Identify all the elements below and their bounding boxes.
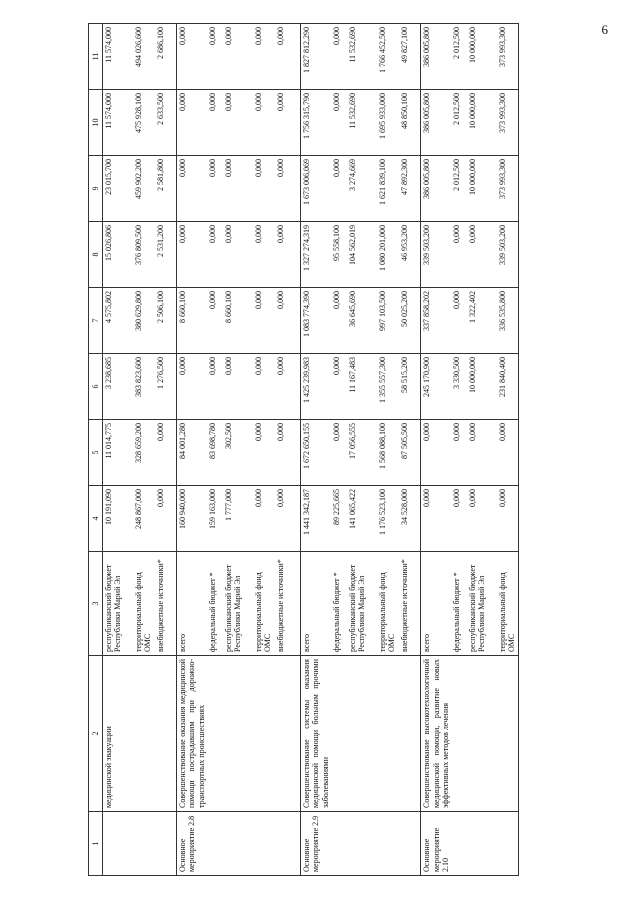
amount-cell: 386 005,800 bbox=[421, 90, 451, 156]
measure-code-cell bbox=[399, 812, 421, 876]
amount-cell: 302,500 bbox=[223, 420, 253, 486]
amount-cell: 0,000 bbox=[275, 156, 301, 222]
measure-name-cell bbox=[207, 656, 223, 812]
amount-cell: 34 528,000 bbox=[399, 486, 421, 552]
amount-cell: 1 083 774,390 bbox=[301, 288, 331, 354]
amount-cell: 0,000 bbox=[253, 156, 275, 222]
amount-cell: 87 505,500 bbox=[399, 420, 421, 486]
amount-cell: 0,000 bbox=[331, 90, 347, 156]
amount-cell: 0,000 bbox=[275, 420, 301, 486]
amount-cell: 1 695 933,000 bbox=[377, 90, 399, 156]
column-header: 2 bbox=[89, 656, 103, 812]
amount-cell: 104 562,019 bbox=[347, 222, 377, 288]
amount-cell: 1 355 557,300 bbox=[377, 354, 399, 420]
measure-name-cell bbox=[155, 656, 177, 812]
amount-cell: 10 000,000 bbox=[467, 90, 497, 156]
measure-code-cell bbox=[207, 812, 223, 876]
table-row bbox=[133, 24, 155, 876]
funding-source-cell: внебюджетные источники* bbox=[275, 552, 301, 656]
amount-cell: 0,000 bbox=[275, 24, 301, 90]
measure-code-cell bbox=[275, 812, 301, 876]
table-row bbox=[177, 24, 207, 876]
amount-cell: 0,000 bbox=[207, 354, 223, 420]
table-row bbox=[207, 24, 223, 876]
amount-cell: 0,000 bbox=[207, 222, 223, 288]
measure-name-cell bbox=[133, 656, 155, 812]
amount-cell: 0,000 bbox=[275, 288, 301, 354]
amount-cell: 10 000,000 bbox=[467, 354, 497, 420]
amount-cell: 1 827 812,290 bbox=[301, 24, 331, 90]
amount-cell: 0,000 bbox=[467, 486, 497, 552]
amount-cell: 1 322,402 bbox=[467, 288, 497, 354]
amount-cell: 1 441 342,187 bbox=[301, 486, 331, 552]
amount-cell: 339 503,200 bbox=[421, 222, 451, 288]
measure-name-cell bbox=[497, 656, 519, 812]
amount-cell: 373 993,300 bbox=[497, 24, 519, 90]
amount-cell: 2 633,500 bbox=[155, 90, 177, 156]
amount-cell: 0,000 bbox=[253, 222, 275, 288]
table-row bbox=[223, 24, 253, 876]
table-row bbox=[347, 24, 377, 876]
measure-name-cell: Совершенствование высокотехнологичной медицинской помощи, развитие новых эффективных методов лечения bbox=[421, 656, 451, 812]
table-row bbox=[399, 24, 421, 876]
amount-cell: 0,000 bbox=[223, 24, 253, 90]
amount-cell: 0,000 bbox=[275, 354, 301, 420]
amount-cell: 475 928,100 bbox=[133, 90, 155, 156]
amount-cell: 48 850,100 bbox=[399, 90, 421, 156]
table-row bbox=[155, 24, 177, 876]
funding-source-cell: республиканский бюджет Республики Марий Эл bbox=[223, 552, 253, 656]
amount-cell: 0,000 bbox=[177, 156, 207, 222]
funding-source-cell: республиканский бюджет Республики Марий Эл bbox=[467, 552, 497, 656]
amount-cell: 0,000 bbox=[177, 90, 207, 156]
measure-code-cell: Основное мероприятие 2.8 bbox=[177, 812, 207, 876]
amount-cell: 0,000 bbox=[253, 486, 275, 552]
funding-source-cell: территориальный фонд ОМС bbox=[133, 552, 155, 656]
amount-cell: 0,000 bbox=[253, 420, 275, 486]
table-row bbox=[451, 24, 467, 876]
amount-cell: 8 660,100 bbox=[223, 288, 253, 354]
amount-cell: 0,000 bbox=[177, 222, 207, 288]
amount-cell: 1 176 523,100 bbox=[377, 486, 399, 552]
amount-cell: 83 698,780 bbox=[207, 420, 223, 486]
measure-code-cell bbox=[103, 812, 133, 876]
funding-source-cell: внебюджетные источники* bbox=[155, 552, 177, 656]
table-row bbox=[377, 24, 399, 876]
amount-cell: 459 902,200 bbox=[133, 156, 155, 222]
page-number: 6 bbox=[601, 22, 608, 37]
amount-cell: 1 756 315,790 bbox=[301, 90, 331, 156]
measure-name-cell bbox=[275, 656, 301, 812]
amount-cell: 386 005,800 bbox=[421, 24, 451, 90]
amount-cell: 58 515,200 bbox=[399, 354, 421, 420]
amount-cell: 336 535,800 bbox=[497, 288, 519, 354]
amount-cell: 89 225,665 bbox=[331, 486, 347, 552]
amount-cell: 10 191,090 bbox=[103, 486, 133, 552]
amount-cell: 141 065,422 bbox=[347, 486, 377, 552]
amount-cell: 46 953,200 bbox=[399, 222, 421, 288]
funding-source-cell: территориальный фонд ОМС bbox=[253, 552, 275, 656]
amount-cell: 0,000 bbox=[253, 90, 275, 156]
table-row bbox=[331, 24, 347, 876]
amount-cell: 0,000 bbox=[223, 354, 253, 420]
amount-cell: 1 568 088,100 bbox=[377, 420, 399, 486]
measure-name-cell bbox=[223, 656, 253, 812]
amount-cell: 15 026,806 bbox=[103, 222, 133, 288]
amount-cell: 11 532,690 bbox=[347, 24, 377, 90]
amount-cell: 23 015,700 bbox=[103, 156, 133, 222]
amount-cell: 3 330,500 bbox=[451, 354, 467, 420]
funding-source-cell: всего bbox=[177, 552, 207, 656]
amount-cell: 0,000 bbox=[207, 90, 223, 156]
budget-table-container bbox=[88, 24, 519, 876]
column-header: 5 bbox=[89, 420, 103, 486]
amount-cell: 10 000,000 bbox=[467, 24, 497, 90]
amount-cell: 50 025,200 bbox=[399, 288, 421, 354]
amount-cell: 0,000 bbox=[155, 420, 177, 486]
amount-cell: 2 531,200 bbox=[155, 222, 177, 288]
amount-cell: 0,000 bbox=[253, 354, 275, 420]
funding-source-cell: республиканский бюджет Республики Марий Эл bbox=[103, 552, 133, 656]
funding-source-cell: всего bbox=[421, 552, 451, 656]
amount-cell: 0,000 bbox=[155, 486, 177, 552]
amount-cell: 0,000 bbox=[253, 288, 275, 354]
measure-code-cell bbox=[223, 812, 253, 876]
funding-source-cell: федеральный бюджет * bbox=[331, 552, 347, 656]
funding-source-cell: всего bbox=[301, 552, 331, 656]
amount-cell: 494 026,600 bbox=[133, 24, 155, 90]
amount-cell: 0,000 bbox=[451, 288, 467, 354]
measure-code-cell bbox=[467, 812, 497, 876]
amount-cell: 84 001,280 bbox=[177, 420, 207, 486]
measure-code-cell: Основное мероприятие 2.10 bbox=[421, 812, 451, 876]
amount-cell: 8 660,100 bbox=[177, 288, 207, 354]
amount-cell: 1 425 239,983 bbox=[301, 354, 331, 420]
amount-cell: 4 575,802 bbox=[103, 288, 133, 354]
amount-cell: 3 238,685 bbox=[103, 354, 133, 420]
amount-cell: 0,000 bbox=[421, 420, 451, 486]
header-row bbox=[89, 24, 103, 876]
amount-cell: 0,000 bbox=[467, 420, 497, 486]
amount-cell: 0,000 bbox=[467, 222, 497, 288]
measure-code-cell bbox=[497, 812, 519, 876]
amount-cell: 0,000 bbox=[331, 420, 347, 486]
measure-name-cell bbox=[253, 656, 275, 812]
table-row bbox=[253, 24, 275, 876]
funding-source-cell: внебюджетные источники* bbox=[399, 552, 421, 656]
funding-source-cell: федеральный бюджет * bbox=[451, 552, 467, 656]
amount-cell: 380 629,800 bbox=[133, 288, 155, 354]
amount-cell: 0,000 bbox=[275, 222, 301, 288]
measure-name-cell bbox=[399, 656, 421, 812]
amount-cell: 1 080 201,000 bbox=[377, 222, 399, 288]
amount-cell: 2 012,500 bbox=[451, 24, 467, 90]
column-header: 8 bbox=[89, 222, 103, 288]
funding-source-cell: территориальный фонд ОМС bbox=[377, 552, 399, 656]
amount-cell: 373 993,300 bbox=[497, 156, 519, 222]
amount-cell: 0,000 bbox=[331, 288, 347, 354]
column-header: 1 bbox=[89, 812, 103, 876]
column-header: 4 bbox=[89, 486, 103, 552]
amount-cell: 0,000 bbox=[223, 222, 253, 288]
table-row bbox=[301, 24, 331, 876]
amount-cell: 159 163,000 bbox=[207, 486, 223, 552]
table-row bbox=[275, 24, 301, 876]
amount-cell: 95 558,100 bbox=[331, 222, 347, 288]
funding-source-cell: территориальный фонд ОМС bbox=[497, 552, 519, 656]
measure-name-cell bbox=[331, 656, 347, 812]
column-header: 3 bbox=[89, 552, 103, 656]
amount-cell: 0,000 bbox=[275, 486, 301, 552]
amount-cell: 2 686,100 bbox=[155, 24, 177, 90]
amount-cell: 0,000 bbox=[451, 486, 467, 552]
amount-cell: 1 276,500 bbox=[155, 354, 177, 420]
amount-cell: 0,000 bbox=[207, 24, 223, 90]
table-body bbox=[89, 24, 519, 876]
amount-cell: 337 858,202 bbox=[421, 288, 451, 354]
amount-cell: 373 993,300 bbox=[497, 90, 519, 156]
column-header: 11 bbox=[89, 24, 103, 90]
amount-cell: 0,000 bbox=[331, 156, 347, 222]
measure-name-cell bbox=[451, 656, 467, 812]
amount-cell: 2 581,800 bbox=[155, 156, 177, 222]
amount-cell: 11 574,000 bbox=[103, 24, 133, 90]
amount-cell: 2 506,100 bbox=[155, 288, 177, 354]
amount-cell: 0,000 bbox=[497, 420, 519, 486]
amount-cell: 0,000 bbox=[207, 156, 223, 222]
amount-cell: 0,000 bbox=[207, 288, 223, 354]
measure-name-cell bbox=[467, 656, 497, 812]
amount-cell: 11 574,000 bbox=[103, 90, 133, 156]
funding-source-cell: федеральный бюджет * bbox=[207, 552, 223, 656]
measure-name-cell bbox=[377, 656, 399, 812]
measure-code-cell bbox=[133, 812, 155, 876]
amount-cell: 1 672 650,155 bbox=[301, 420, 331, 486]
amount-cell: 383 823,600 bbox=[133, 354, 155, 420]
amount-cell: 36 645,690 bbox=[347, 288, 377, 354]
amount-cell: 376 809,500 bbox=[133, 222, 155, 288]
amount-cell: 0,000 bbox=[223, 156, 253, 222]
amount-cell: 1 621 839,100 bbox=[377, 156, 399, 222]
measure-name-cell: Совершенствование системы оказания медицинской помощи больным прочими заболеваниями bbox=[301, 656, 331, 812]
measure-code-cell bbox=[347, 812, 377, 876]
measure-name-cell bbox=[347, 656, 377, 812]
amount-cell: 0,000 bbox=[421, 486, 451, 552]
column-header: 7 bbox=[89, 288, 103, 354]
amount-cell: 2 012,500 bbox=[451, 156, 467, 222]
measure-code-cell: Основное мероприятие 2.9 bbox=[301, 812, 331, 876]
amount-cell: 231 840,400 bbox=[497, 354, 519, 420]
amount-cell: 3 274,669 bbox=[347, 156, 377, 222]
table-row bbox=[467, 24, 497, 876]
measure-code-cell bbox=[451, 812, 467, 876]
measure-name-cell: Совершенствование оказания медицинской помощи пострадавшим при дорожно-транспортных происшествиях bbox=[177, 656, 207, 812]
amount-cell: 17 056,555 bbox=[347, 420, 377, 486]
measure-code-cell bbox=[377, 812, 399, 876]
amount-cell: 0,000 bbox=[451, 420, 467, 486]
table-row bbox=[421, 24, 451, 876]
column-header: 9 bbox=[89, 156, 103, 222]
amount-cell: 339 503,200 bbox=[497, 222, 519, 288]
amount-cell: 11 014,775 bbox=[103, 420, 133, 486]
amount-cell: 0,000 bbox=[177, 24, 207, 90]
amount-cell: 1 673 006,069 bbox=[301, 156, 331, 222]
measure-name-cell: медицинской эвакуации bbox=[103, 656, 133, 812]
amount-cell: 0,000 bbox=[253, 24, 275, 90]
amount-cell: 0,000 bbox=[177, 354, 207, 420]
amount-cell: 10 000,000 bbox=[467, 156, 497, 222]
measure-code-cell bbox=[155, 812, 177, 876]
amount-cell: 1 777,000 bbox=[223, 486, 253, 552]
amount-cell: 2 012,500 bbox=[451, 90, 467, 156]
amount-cell: 11 532,690 bbox=[347, 90, 377, 156]
column-header: 6 bbox=[89, 354, 103, 420]
column-header: 10 bbox=[89, 90, 103, 156]
amount-cell: 11 167,483 bbox=[347, 354, 377, 420]
amount-cell: 49 827,100 bbox=[399, 24, 421, 90]
measure-code-cell bbox=[331, 812, 347, 876]
amount-cell: 0,000 bbox=[223, 90, 253, 156]
amount-cell: 47 892,300 bbox=[399, 156, 421, 222]
amount-cell: 0,000 bbox=[451, 222, 467, 288]
amount-cell: 0,000 bbox=[275, 90, 301, 156]
table-row bbox=[497, 24, 519, 876]
table-row bbox=[103, 24, 133, 876]
amount-cell: 0,000 bbox=[497, 486, 519, 552]
amount-cell: 1 327 274,319 bbox=[301, 222, 331, 288]
amount-cell: 386 005,800 bbox=[421, 156, 451, 222]
amount-cell: 1 766 452,500 bbox=[377, 24, 399, 90]
amount-cell: 0,000 bbox=[331, 24, 347, 90]
amount-cell: 248 867,000 bbox=[133, 486, 155, 552]
amount-cell: 245 170,900 bbox=[421, 354, 451, 420]
amount-cell: 997 103,500 bbox=[377, 288, 399, 354]
funding-source-cell: республиканский бюджет Республики Марий Эл bbox=[347, 552, 377, 656]
amount-cell: 160 940,000 bbox=[177, 486, 207, 552]
measure-code-cell bbox=[253, 812, 275, 876]
amount-cell: 328 659,200 bbox=[133, 420, 155, 486]
amount-cell: 0,000 bbox=[331, 354, 347, 420]
budget-table bbox=[88, 23, 519, 876]
